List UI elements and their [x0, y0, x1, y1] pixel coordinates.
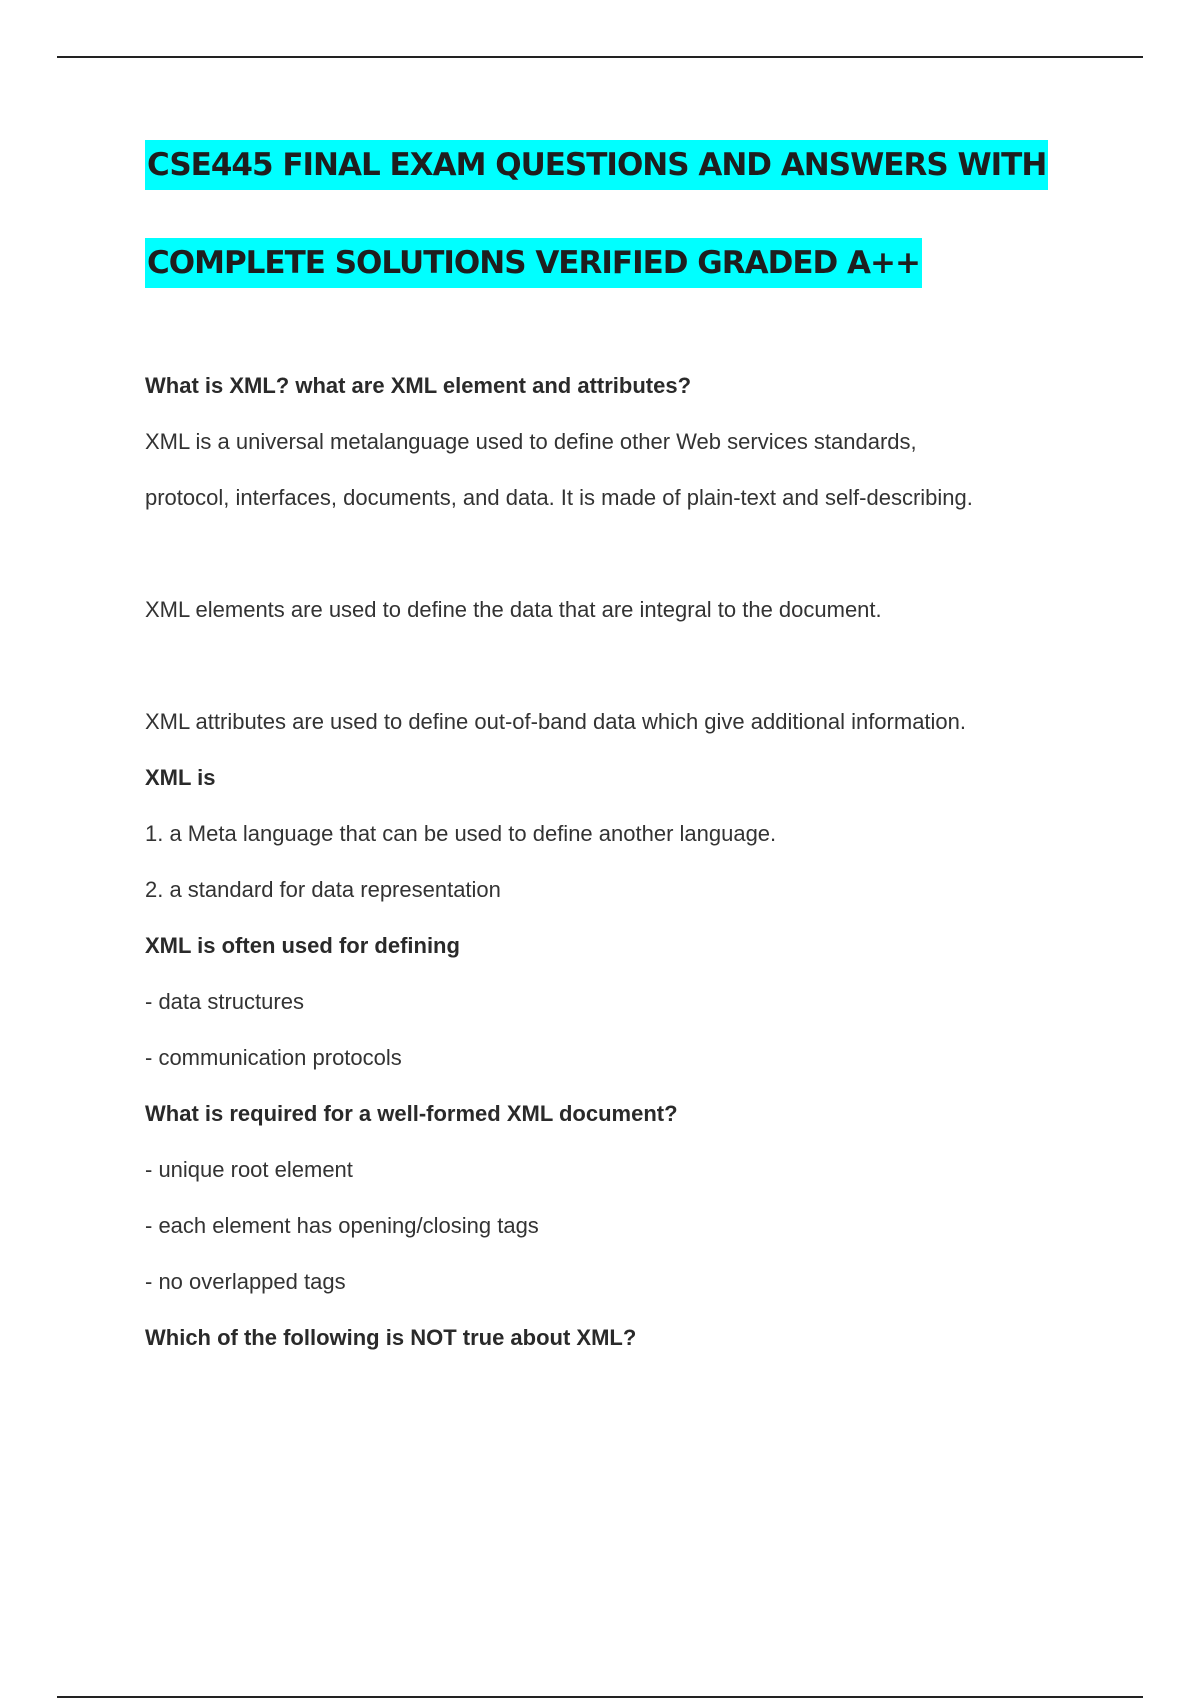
answer-1-line-2: protocol, interfaces, documents, and data. It is made of plain-text and self-describing.	[145, 485, 973, 510]
title-line-2: COMPLETE SOLUTIONS VERIFIED GRADED A++	[145, 238, 922, 288]
answer-item: - no overlapped tags	[145, 1269, 346, 1294]
paragraph-gap	[145, 526, 1085, 582]
question-4: What is required for a well-formed XML document?	[145, 1101, 678, 1126]
question-3: XML is often used for defining	[145, 933, 460, 958]
qa-section	[145, 358, 1085, 1366]
question-5: Which of the following is NOT true about XML?	[145, 1325, 637, 1350]
answer-item: 1. a Meta language that can be used to define another language.	[145, 821, 777, 846]
title-line-1: CSE445 FINAL EXAM QUESTIONS AND ANSWERS WITH	[145, 140, 1048, 190]
answer-1-paragraph-2: XML elements are used to define the data that are integral to the document.	[145, 597, 882, 622]
footer-rule	[57, 1696, 1143, 1698]
answer-item: - each element has opening/closing tags	[145, 1213, 539, 1238]
question-2: XML is	[145, 765, 216, 790]
document-title	[145, 140, 1085, 288]
answer-item: 2. a standard for data representation	[145, 877, 501, 902]
answer-1-paragraph-3: XML attributes are used to define out-of-band data which give additional information.	[145, 709, 967, 734]
answer-item: - unique root element	[145, 1157, 353, 1182]
paragraph-gap	[145, 638, 1085, 694]
header-rule	[57, 56, 1143, 58]
answer-1-line-1: XML is a universal metalanguage used to define other Web services standards,	[145, 429, 917, 454]
question-1: What is XML? what are XML element and attributes?	[145, 373, 692, 398]
answer-item: - data structures	[145, 989, 304, 1014]
document-body	[145, 140, 1085, 1366]
answer-item: - communication protocols	[145, 1045, 402, 1070]
